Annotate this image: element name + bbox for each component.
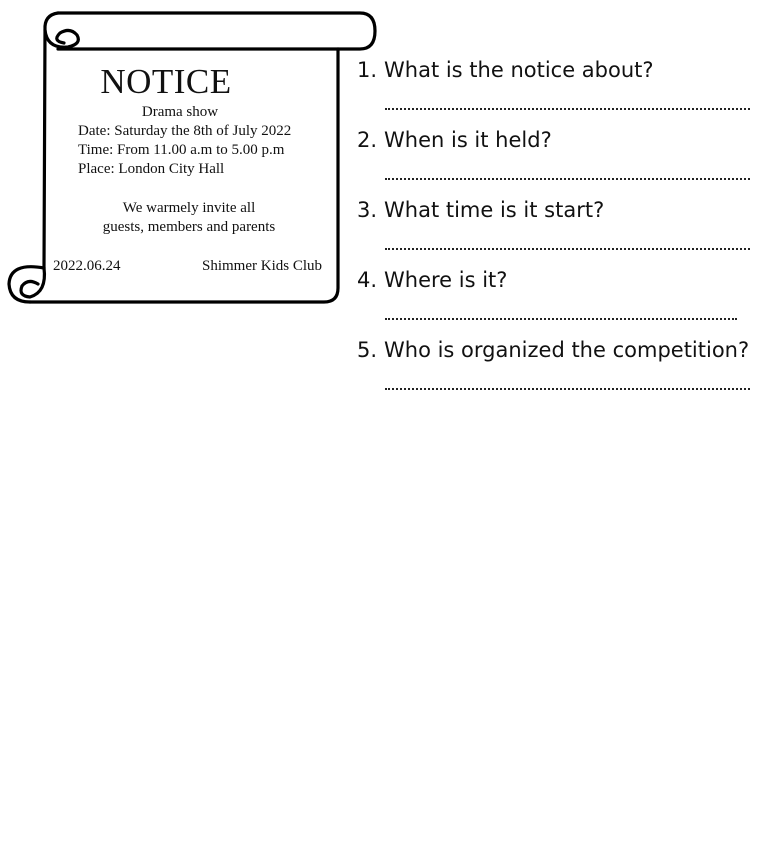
question-text: Who is organized the competition? — [384, 338, 750, 362]
notice-invitation-line-1: We warmely invite all — [122, 200, 256, 216]
question-number: 5. — [357, 338, 378, 362]
notice-date: Date: Saturday the 8th of July 2022 — [78, 123, 292, 139]
answer-line[interactable] — [385, 388, 750, 390]
question-number: 2. — [357, 128, 378, 152]
question-item — [355, 128, 755, 198]
notice-time: Time: From 11.00 a.m to 5.00 p.m — [78, 142, 285, 158]
notice-place: Place: London City Hall — [78, 161, 225, 177]
question-item — [355, 58, 755, 128]
question-item — [355, 338, 755, 408]
question-number: 3. — [357, 198, 378, 222]
question-text: Where is it? — [384, 268, 508, 292]
answer-line[interactable] — [385, 318, 737, 320]
notice-organizer: Shimmer Kids Club — [202, 258, 323, 274]
question-item — [355, 268, 755, 338]
question-text: When is it held? — [384, 128, 552, 152]
question-list — [355, 58, 755, 408]
notice-invitation-line-2: guests, members and parents — [102, 219, 276, 235]
notice-issue-date: 2022.06.24 — [53, 258, 121, 274]
notice-event-name: Drama show — [141, 104, 219, 120]
question-item — [355, 198, 755, 268]
answer-line[interactable] — [385, 248, 750, 250]
question-number: 4. — [357, 268, 378, 292]
question-text: What time is it start? — [384, 198, 605, 222]
notice-scroll — [0, 0, 380, 310]
notice-title: NOTICE — [100, 62, 232, 101]
question-text: What is the notice about? — [384, 58, 654, 82]
question-number: 1. — [357, 58, 378, 82]
answer-line[interactable] — [385, 178, 750, 180]
answer-line[interactable] — [385, 108, 750, 110]
